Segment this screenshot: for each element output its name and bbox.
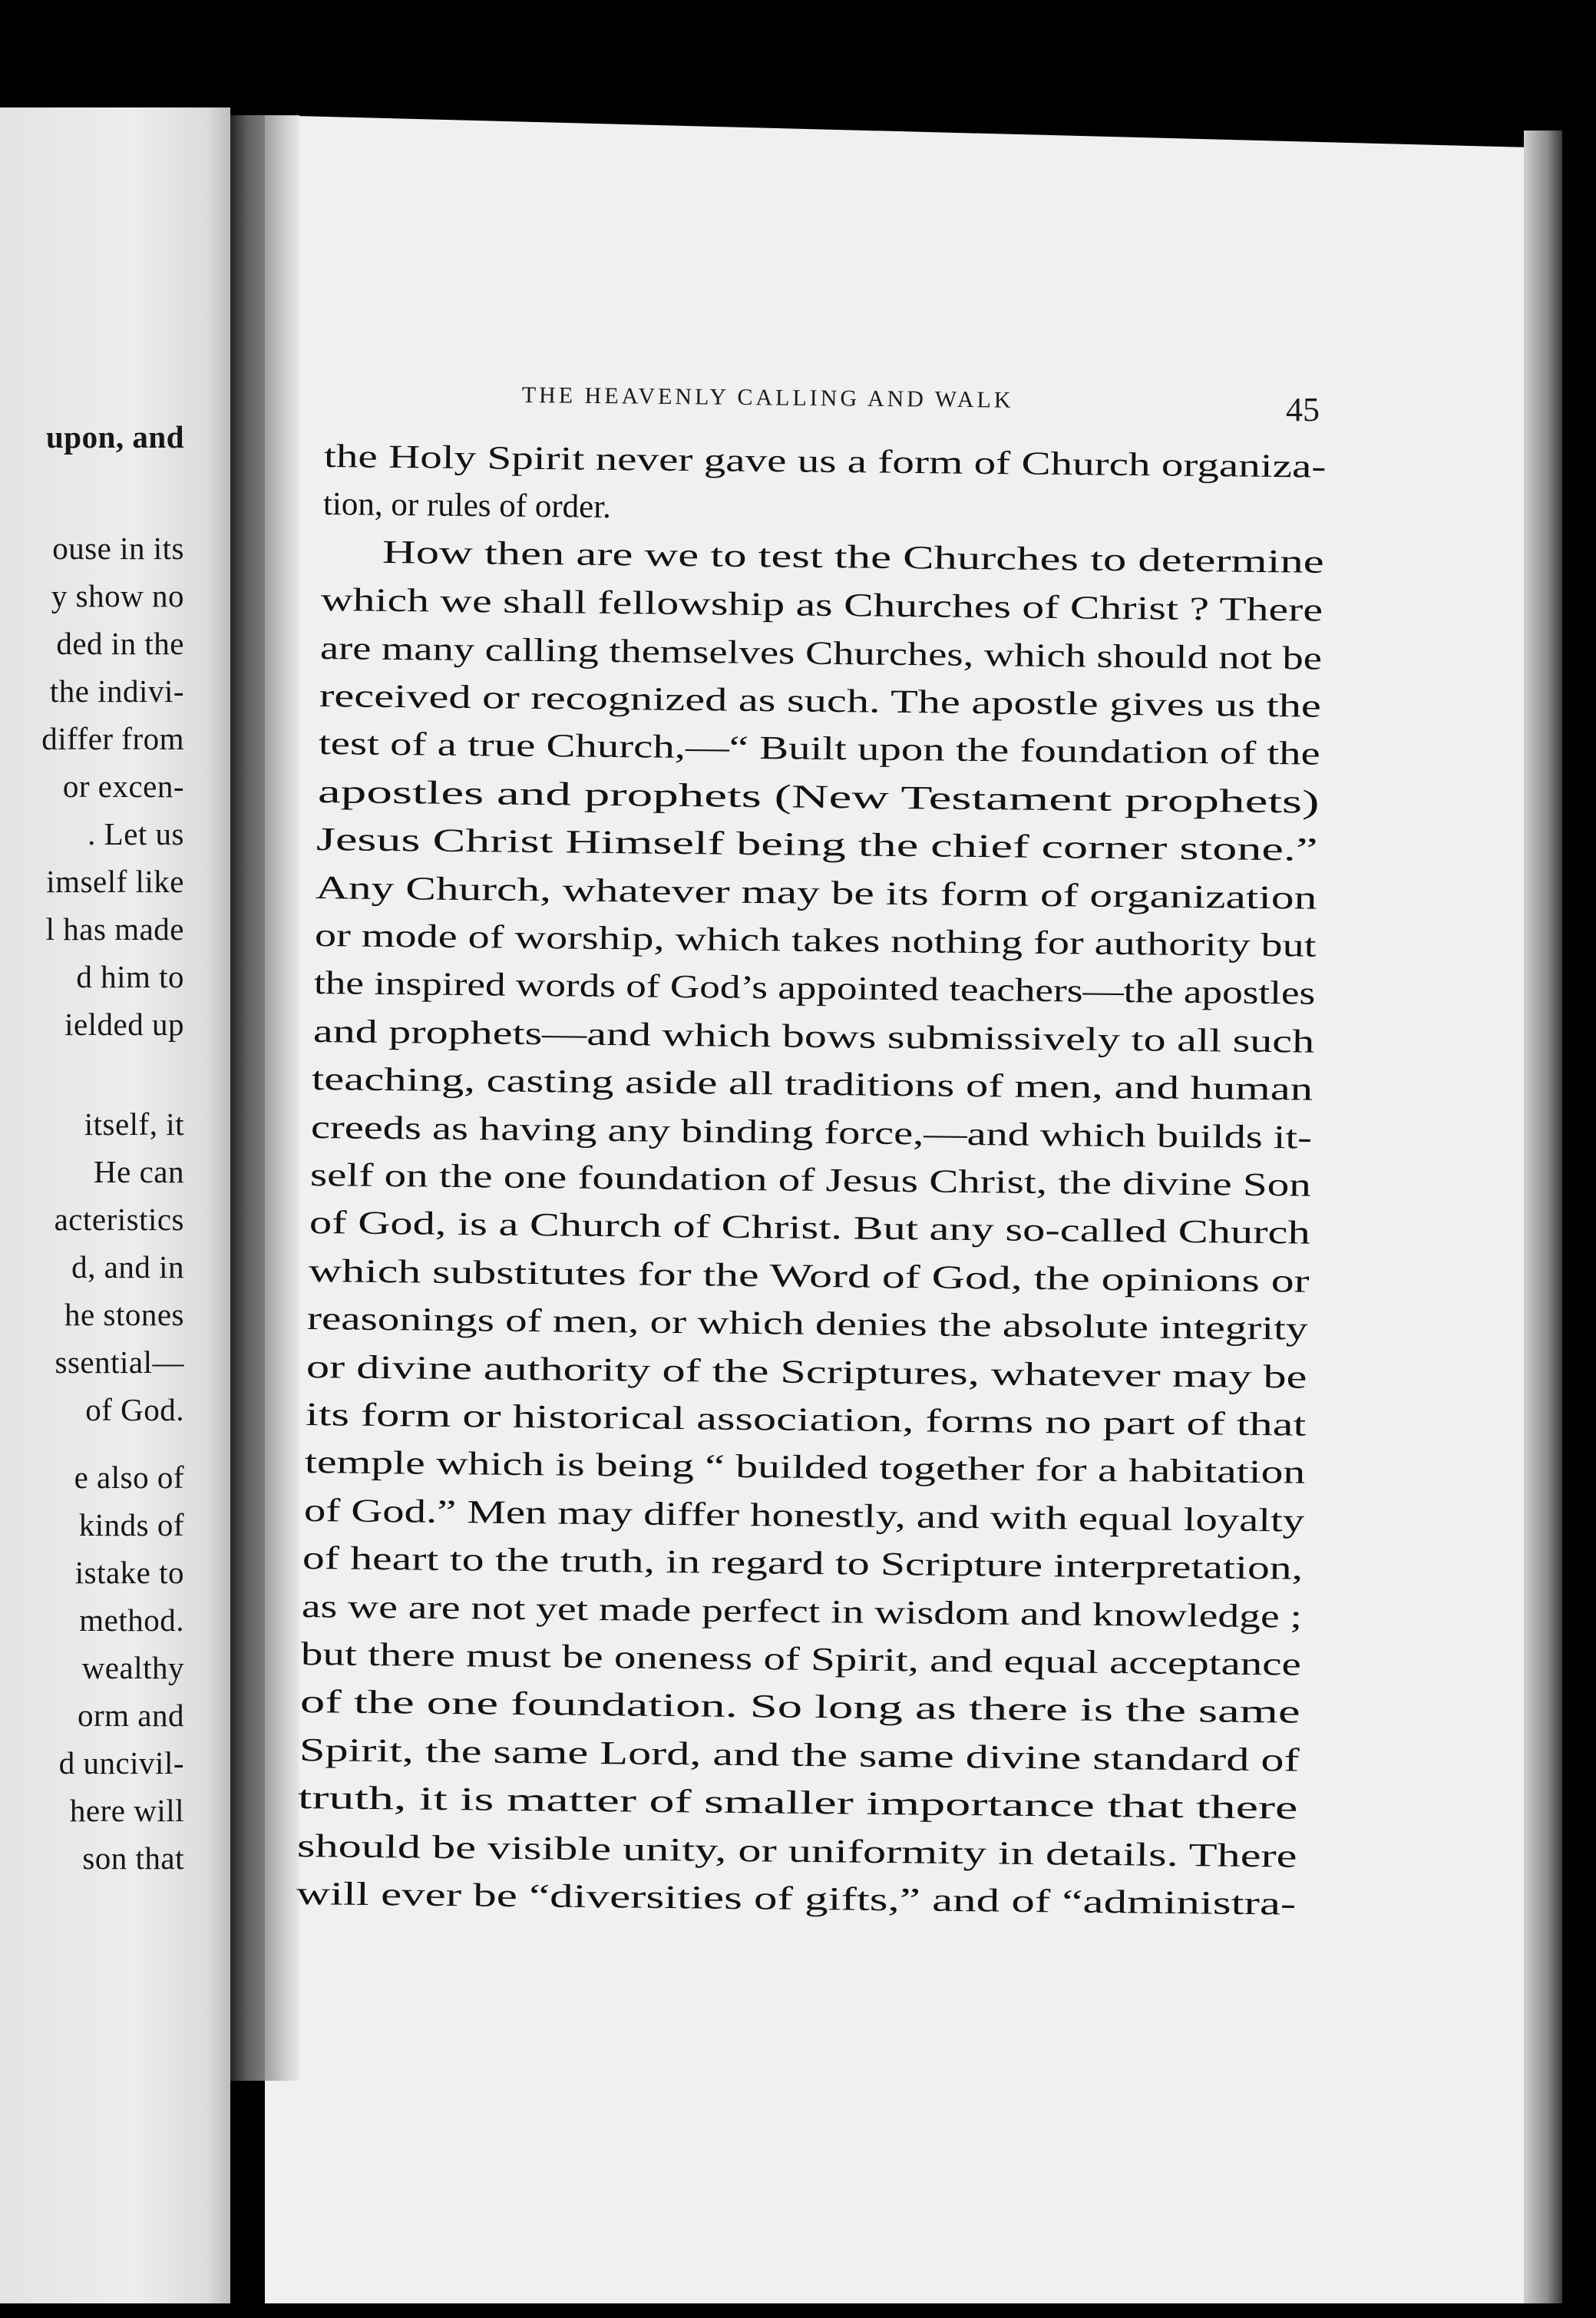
body-line: self on the one foundation of Jesus Christ, the divine Son [309, 1157, 1312, 1204]
left-page-line: kinds of [78, 1507, 184, 1543]
body-line: creeds as having any binding force,—and which builds it- [310, 1109, 1313, 1156]
left-page-line: e also of [74, 1460, 184, 1495]
body-line: apostles and prophets (New Testament prophets) [317, 773, 1320, 821]
body-line: and prophets—and which bows submissively to all such [312, 1013, 1314, 1060]
body-line: should be visible unity, or uniformity in details. There [296, 1827, 1297, 1875]
left-page-line: differ from [41, 721, 184, 756]
page-edge-shadow [1524, 131, 1562, 2303]
body-line: truth, it is matter of smaller importance that there [298, 1780, 1299, 1827]
body-line: the inspired words of God’s appointed teachers—the apostles [313, 965, 1316, 1013]
left-page-line: here will [69, 1793, 184, 1828]
running-header: THE HEAVENLY CALLING AND WALK [521, 382, 1014, 413]
left-page-line: ielded up [64, 1007, 184, 1042]
left-page-line: ssential— [55, 1344, 184, 1380]
body-line: which we shall fellowship as Churches of Christ ? There [321, 582, 1323, 629]
left-page-line: istake to [74, 1555, 184, 1590]
body-line: its form or historical association, forms no part of that [305, 1397, 1307, 1443]
left-page-line: acteristics [54, 1202, 184, 1237]
left-page-line: imself like [46, 864, 184, 899]
book-gutter-shadow [230, 115, 299, 2081]
body-line: of God.” Men may differ honestly, and with equal loyalty [303, 1492, 1304, 1539]
body-line: Jesus Christ Himself being the chief corner stone.” [316, 822, 1319, 868]
left-page-line: ded in the [56, 626, 184, 661]
body-line: Spirit, the same Lord, and the same divine standard of [299, 1731, 1300, 1779]
left-page-line: orm and [78, 1698, 184, 1733]
body-line: test of a true Church,—“ Built upon the foundation of the [318, 726, 1320, 773]
body-line: or divine authority of the Scriptures, whatever may be [306, 1348, 1307, 1396]
body-line: received or recognized as such. The apostle gives us the [319, 678, 1322, 725]
body-line: or mode of worship, which takes nothing for authority but [314, 918, 1317, 964]
body-line: tion, or rules of order. [322, 486, 612, 526]
left-page-line: or excen- [62, 769, 184, 804]
body-line: Any Church, whatever may be its form of organization [315, 869, 1317, 917]
page-number: 45 [1286, 391, 1320, 428]
body-line: are many calling themselves Churches, which should not be [319, 630, 1323, 677]
body-line: of the one foundation. So long as there is the same [299, 1684, 1300, 1731]
left-page-line: method. [79, 1602, 184, 1638]
left-page-line: y show no [51, 578, 184, 613]
body-line: How then are we to test the Churches to determine [382, 534, 1324, 580]
body-line: temple which is being “ builded together for a habitation [304, 1444, 1306, 1492]
left-page-line: itself, it [84, 1106, 184, 1142]
body-line: of heart to the truth, in regard to Scripture interpretation, [302, 1540, 1304, 1587]
body-line: as we are not yet made perfect in wisdom and knowledge ; [301, 1588, 1303, 1635]
left-page-line: ouse in its [52, 531, 184, 566]
left-page-line: d, and in [71, 1249, 184, 1285]
left-page-line: d him to [76, 959, 184, 994]
left-page-line: he stones [64, 1297, 184, 1332]
body-line: of God, is a Church of Christ. But any so-called Church [309, 1205, 1310, 1252]
left-page-line: wealthy [81, 1650, 184, 1685]
body-line: will ever be “diversities of gifts,” and of “administra- [296, 1876, 1297, 1923]
body-line: the Holy Spirit never gave us a form of Church organiza- [323, 438, 1327, 485]
body-line: teaching, casting aside all traditions of men, and human [312, 1061, 1313, 1108]
body-line: but there must be oneness of Spirit, and equal acceptance [300, 1636, 1302, 1683]
body-line: which substitutes for the Word of God, the opinions or [308, 1252, 1310, 1300]
left-page-line: . Let us [88, 816, 184, 851]
left-page-line: l has made [45, 911, 184, 947]
left-page-line: upon, and [45, 419, 184, 455]
body-line: reasonings of men, or which denies the absolute integrity [307, 1301, 1309, 1347]
left-page-line: He can [94, 1154, 184, 1189]
left-page-line: d uncivil- [58, 1745, 184, 1781]
left-page-line: of God. [85, 1392, 184, 1427]
left-page-line: son that [82, 1840, 184, 1876]
left-page-line: the indivi- [49, 673, 184, 709]
